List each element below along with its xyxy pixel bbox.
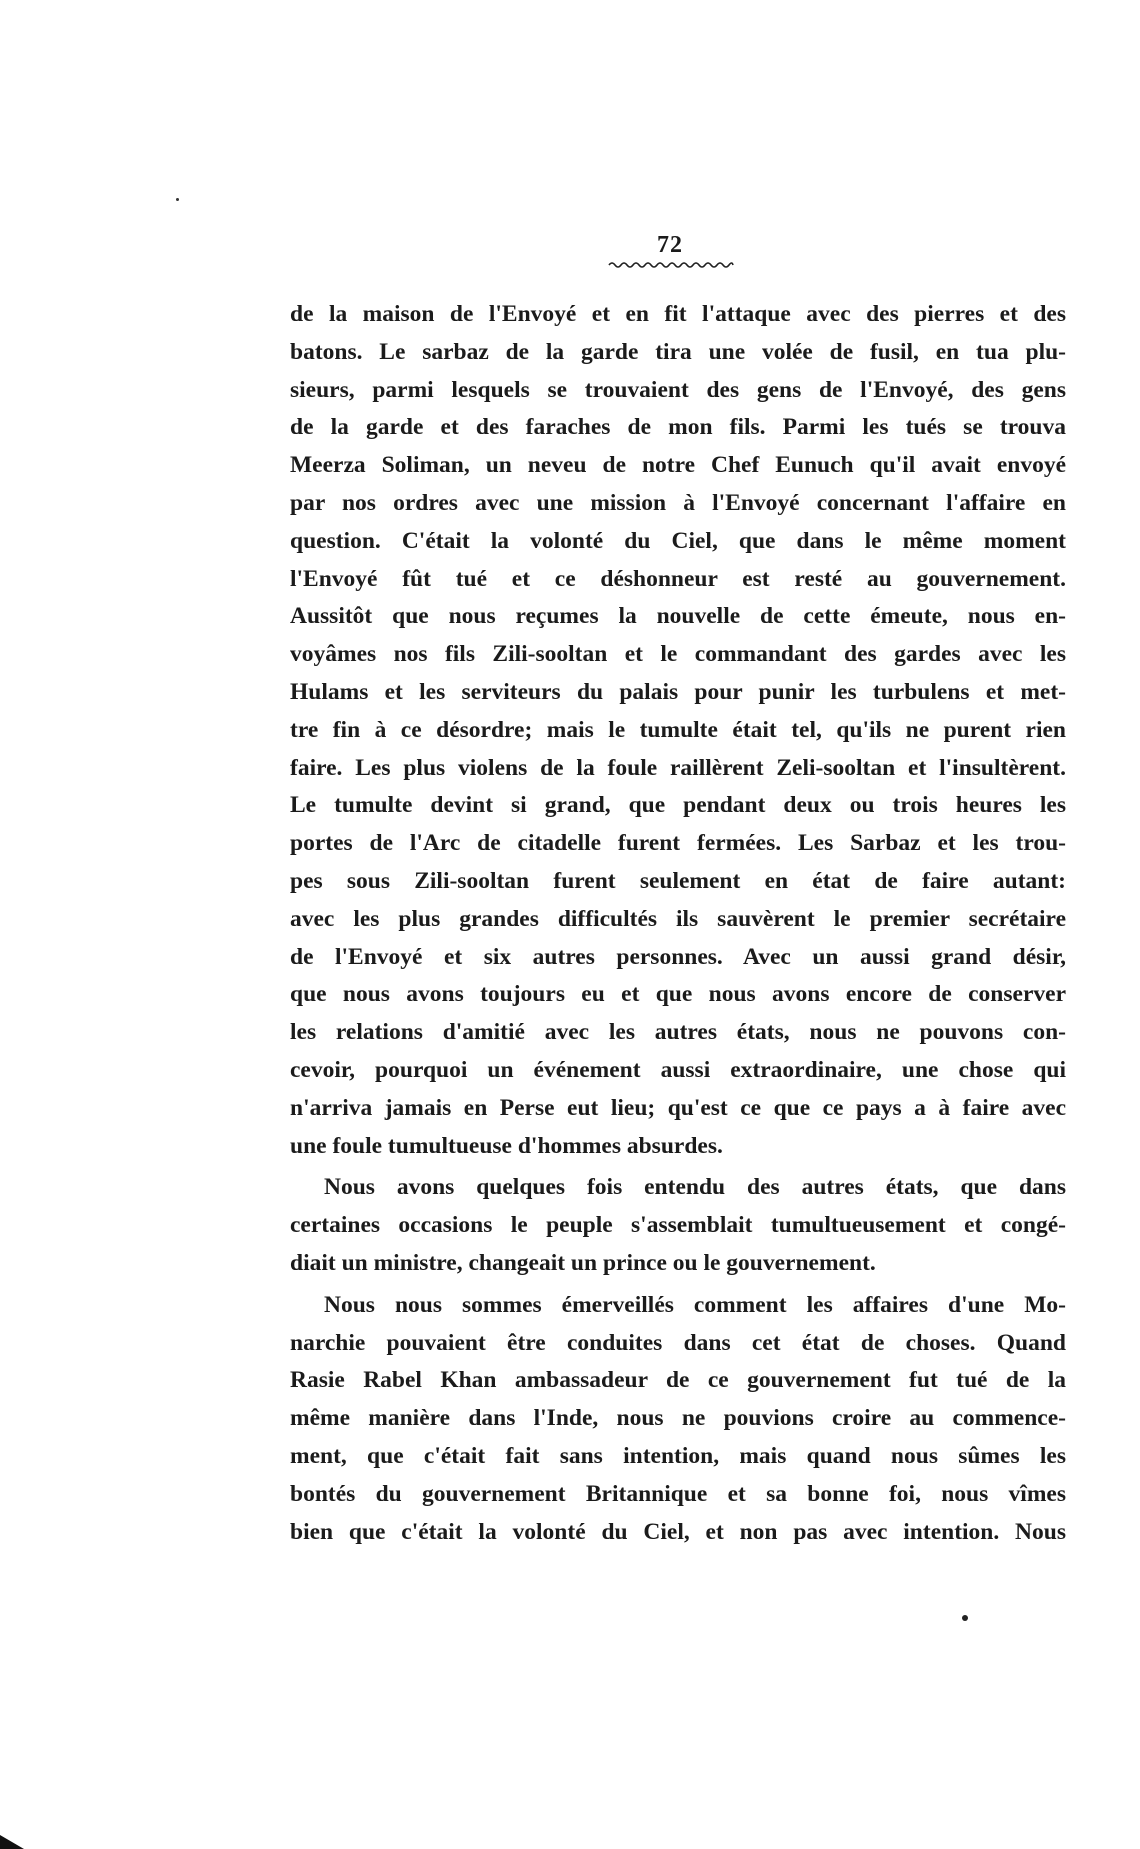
text-line: de la garde et des faraches de mon fils. Parmi les tués se trouva bbox=[290, 414, 1066, 441]
ink-speck bbox=[176, 198, 179, 201]
paragraph-1 bbox=[290, 296, 1066, 1165]
text-line: tre fin à ce désordre; mais le tumulte était tel, qu'ils ne purent rien bbox=[290, 716, 1066, 743]
text-line: narchie pouvaient être conduites dans cet état de choses. Quand bbox=[290, 1329, 1066, 1356]
text-line: bien que c'était la volonté du Ciel, et non pas avec intention. Nous bbox=[290, 1518, 1066, 1545]
text-line: avec les plus grandes difficultés ils sauvèrent le premier secrétaire bbox=[290, 905, 1066, 932]
ink-speck bbox=[962, 1615, 968, 1621]
text-line: cevoir, pourquoi un événement aussi extraordinaire, une chose qui bbox=[290, 1056, 1066, 1083]
text-line: les relations d'amitié avec les autres états, nous ne pouvons con- bbox=[290, 1019, 1066, 1046]
text-line: une foule tumultueuse d'hommes absurdes. bbox=[290, 1132, 723, 1159]
paragraph-2 bbox=[290, 1169, 1066, 1282]
body-text bbox=[290, 296, 1066, 1551]
paragraph-3 bbox=[290, 1287, 1066, 1552]
text-line: n'arriva jamais en Perse eut lieu; qu'est ce que ce pays a à faire avec bbox=[290, 1094, 1066, 1121]
text-line: Nous avons quelques fois entendu des autres états, que dans bbox=[324, 1174, 1066, 1201]
text-line: sieurs, parmi lesquels se trouvaient des gens de l'Envoyé, des gens bbox=[290, 376, 1066, 403]
text-line: question. C'était la volonté du Ciel, que dans le même moment bbox=[290, 527, 1066, 554]
text-line: pes sous Zili-sooltan furent seulement en état de faire autant: bbox=[290, 867, 1066, 894]
text-line: que nous avons toujours eu et que nous avons encore de conserver bbox=[290, 981, 1066, 1008]
scan-corner-mark bbox=[0, 1829, 24, 1849]
text-line: Hulams et les serviteurs du palais pour punir les turbulens et met- bbox=[290, 678, 1066, 705]
text-line: certaines occasions le peuple s'assemblait tumultueusement et congé- bbox=[290, 1212, 1066, 1239]
text-line: l'Envoyé fût tué et ce déshonneur est resté au gouvernement. bbox=[290, 565, 1066, 592]
page-number: 72 bbox=[657, 232, 683, 258]
text-line: Meerza Soliman, un neveu de notre Chef Eunuch qu'il avait envoyé bbox=[290, 452, 1066, 479]
text-line: même manière dans l'Inde, nous ne pouvions croire au commence- bbox=[290, 1405, 1066, 1432]
text-line: Nous nous sommes émerveillés comment les affaires d'une Mo- bbox=[324, 1291, 1066, 1318]
text-line: Rasie Rabel Khan ambassadeur de ce gouvernement fut tué de la bbox=[290, 1367, 1066, 1394]
text-line: de l'Envoyé et six autres personnes. Avec un aussi grand désir, bbox=[290, 943, 1066, 970]
text-line: ment, que c'était fait sans intention, mais quand nous sûmes les bbox=[290, 1442, 1066, 1469]
text-line: par nos ordres avec une mission à l'Envoyé concernant l'affaire en bbox=[290, 489, 1066, 516]
text-line: faire. Les plus violens de la foule raillèrent Zeli-sooltan et l'insultèrent. bbox=[290, 754, 1066, 781]
text-line: portes de l'Arc de citadelle furent fermées. Les Sarbaz et les trou- bbox=[290, 830, 1066, 857]
text-line: diait un ministre, changeait un prince ou le gouvernement. bbox=[290, 1249, 876, 1276]
text-line: Aussitôt que nous reçumes la nouvelle de cette émeute, nous en- bbox=[290, 603, 1066, 630]
text-line: Le tumulte devint si grand, que pendant deux ou trois heures les bbox=[290, 792, 1066, 819]
text-line: de la maison de l'Envoyé et en fit l'attaque avec des pierres et des bbox=[290, 301, 1066, 327]
wavy-rule-ornament bbox=[607, 260, 735, 272]
text-line: bontés du gouvernement Britannique et sa bonne foi, nous vîmes bbox=[290, 1480, 1066, 1507]
text-line: voyâmes nos fils Zili-sooltan et le commandant des gardes avec les bbox=[290, 641, 1066, 668]
text-line: batons. Le sarbaz de la garde tira une volée de fusil, en tua plu- bbox=[290, 338, 1066, 365]
